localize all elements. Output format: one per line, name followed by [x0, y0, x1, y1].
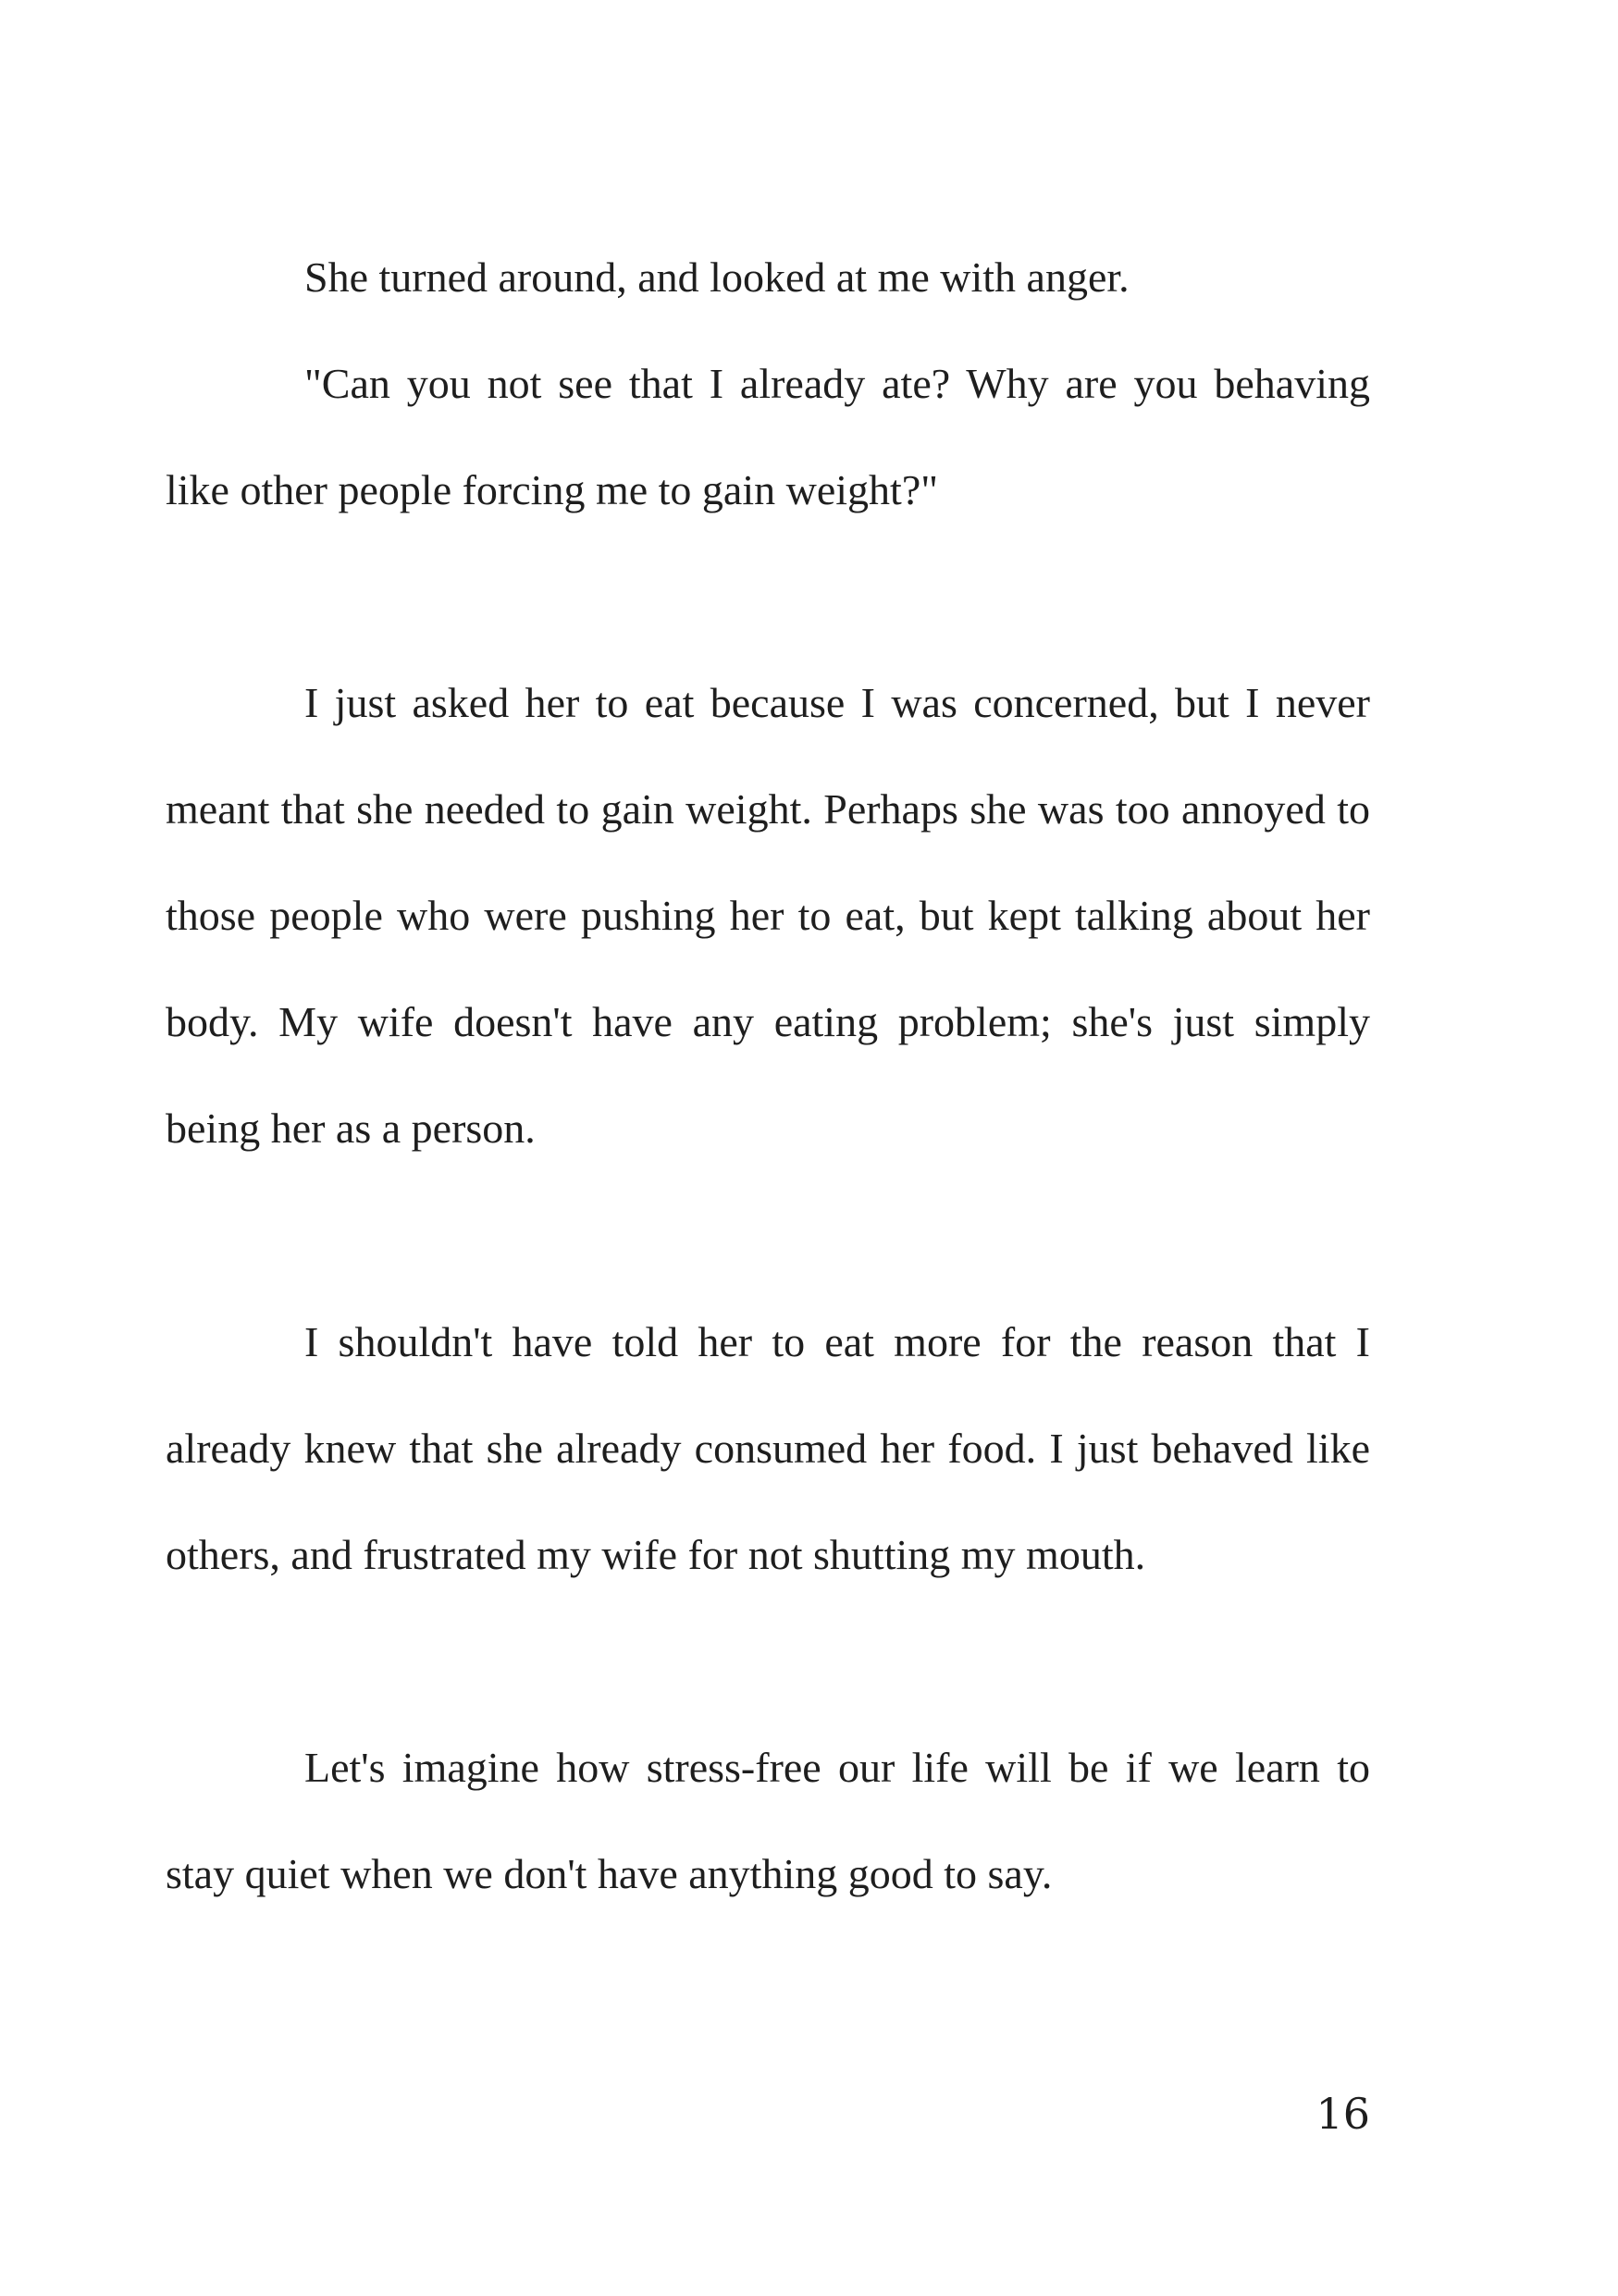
paragraph: Let's imagine how stress-free our life will be if we learn to stay quiet when we don't have anything good to say. — [166, 1744, 1370, 1897]
text-block-3 — [166, 1289, 1370, 1608]
paragraph: I shouldn't have told her to eat more for the reason that I already knew that she already consumed her food. I just behaved like others, and frustrated my wife for not shutting my mouth. — [166, 1318, 1370, 1578]
paragraph: I just asked her to eat because I was concerned, but I never meant that she needed to gain weight. Perhaps she was too annoyed to those people who were pushing her to eat, but kept talking about her body. My wife doesn't have any eating problem; she's just simply being her as a person. — [166, 679, 1370, 1152]
text-block-2 — [166, 649, 1370, 1181]
paragraph: She turned around, and looked at me with anger. — [304, 253, 1130, 301]
text-block-4 — [166, 1714, 1370, 1927]
paragraph: "Can you not see that I already ate? Why are you behaving like other people forcing me to gain weight?" — [166, 360, 1370, 513]
text-block-1 — [166, 224, 1370, 543]
page-number: 16 — [1315, 2089, 1370, 2139]
